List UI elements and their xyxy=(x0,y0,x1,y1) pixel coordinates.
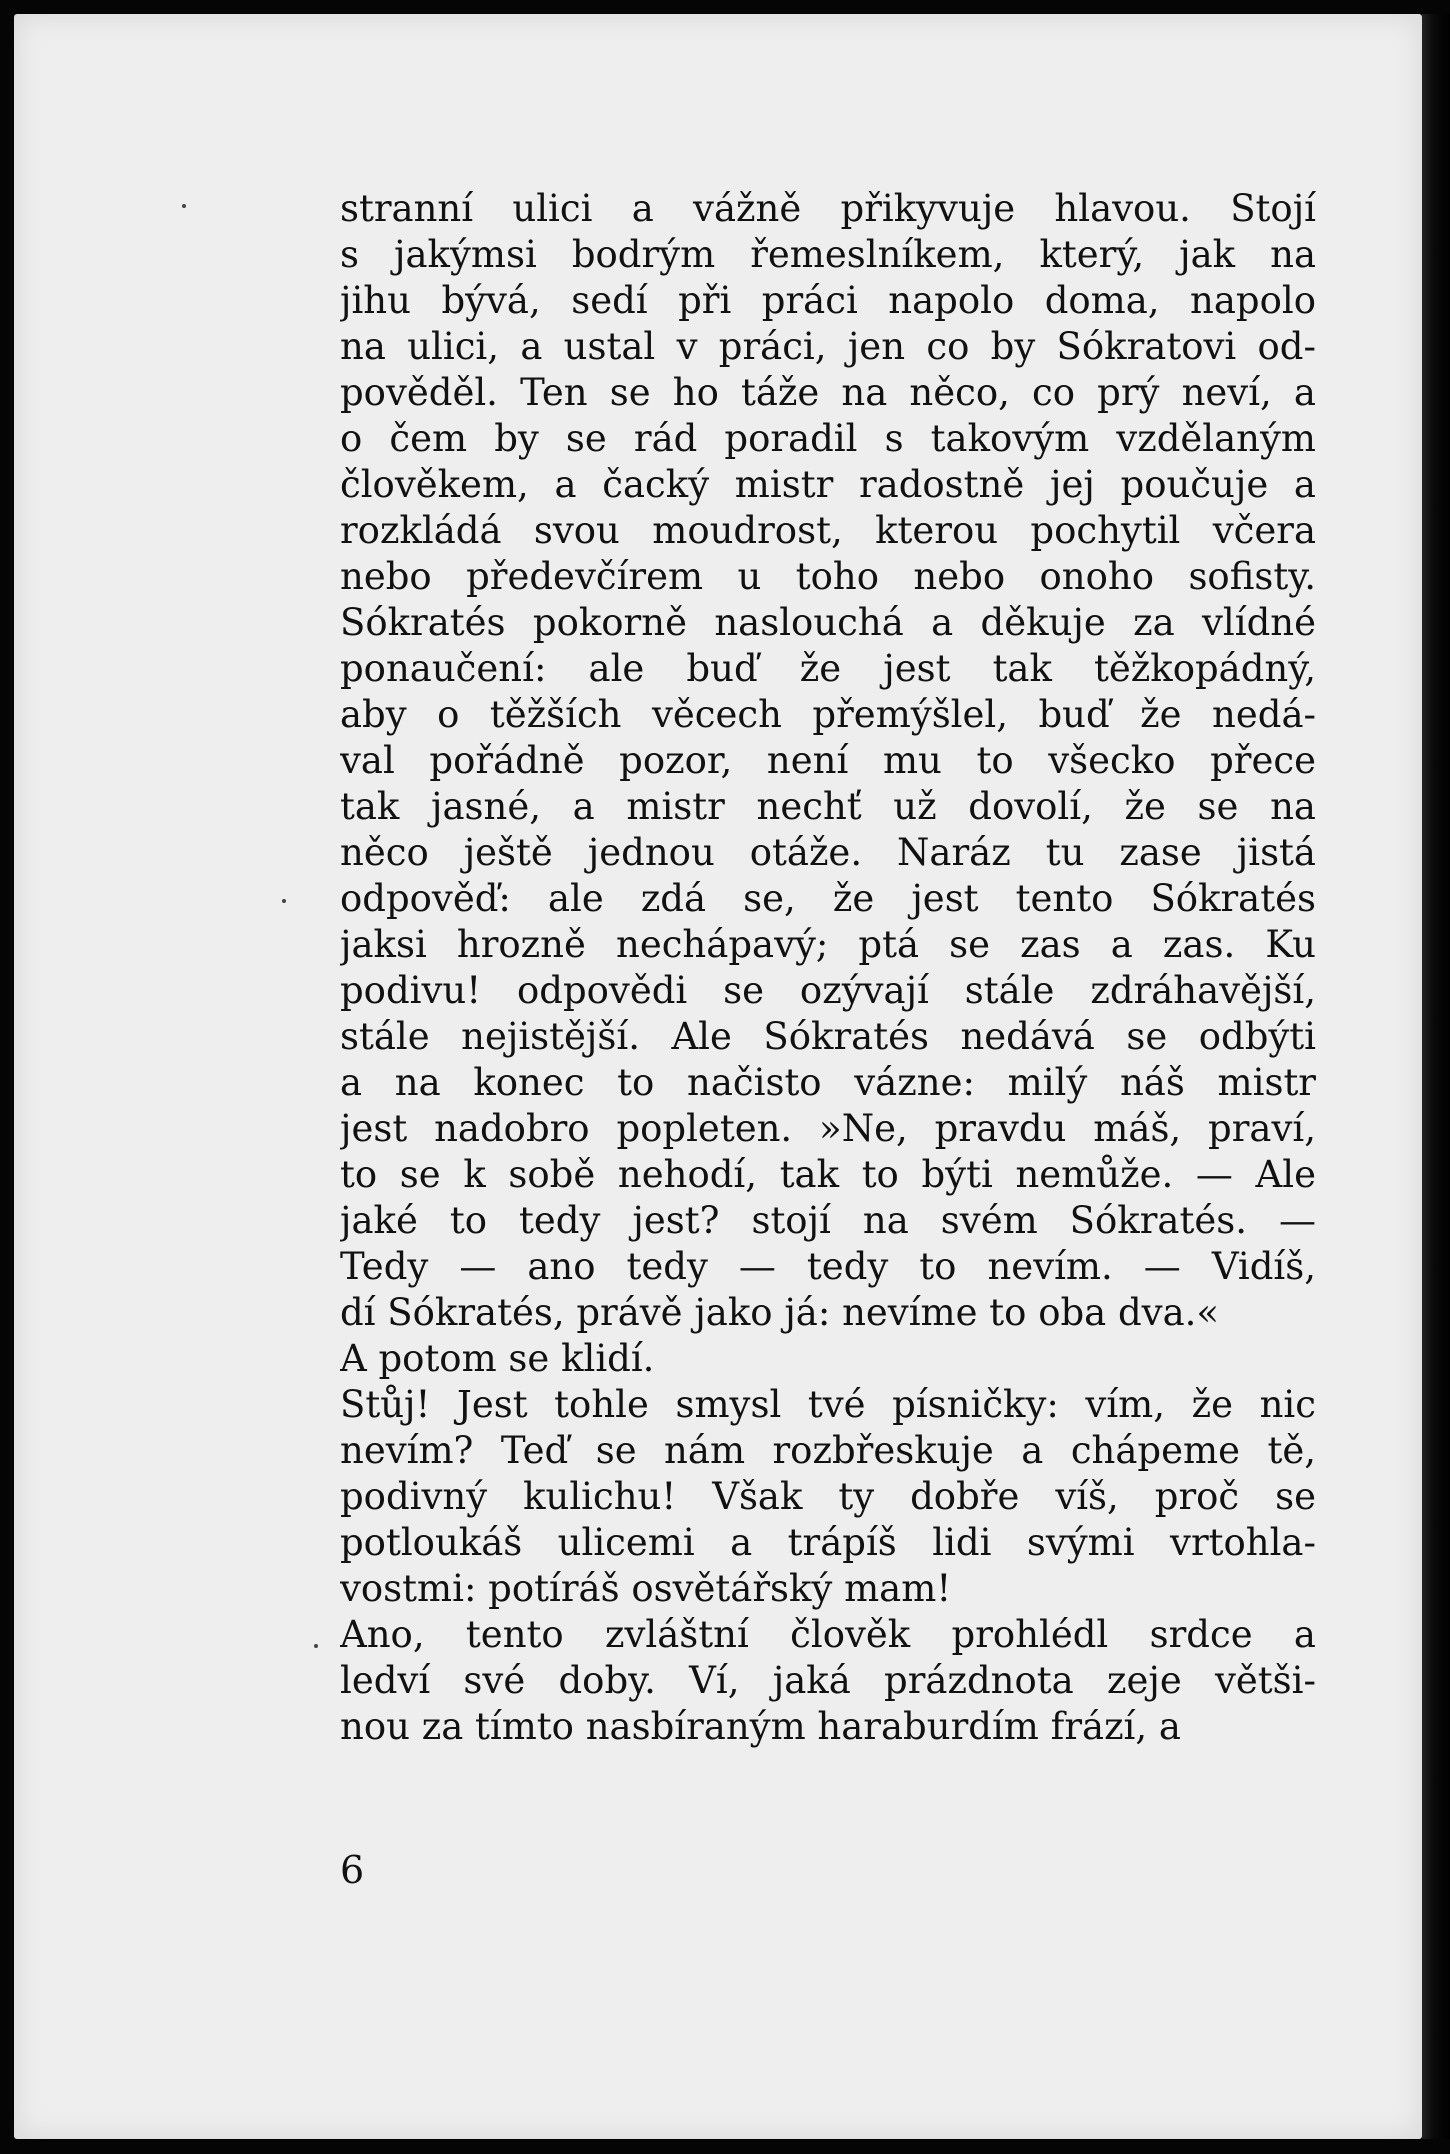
text-line: pověděl. Ten se ho táže na něco, co prý neví, a xyxy=(340,371,1316,414)
scan-edge-shadow xyxy=(1422,14,1450,2139)
text-line: ponaučení: ale buď že jest tak těžkopádný, xyxy=(340,647,1316,690)
text-line: Ano, tento zvláštní člověk prohlédl srdce a xyxy=(340,1613,1316,1656)
text-line: jihu bývá, sedí při práci napolo doma, napolo xyxy=(340,279,1316,322)
text-line: jaksi hrozně nechápavý; ptá se zas a zas. Ku xyxy=(340,923,1316,966)
text-line: nebo předevčírem u toho nebo onoho sofisty. xyxy=(340,555,1316,598)
text-line: potloukáš ulicemi a trápíš lidi svými vrtohla- xyxy=(340,1521,1316,1564)
text-line: odpověď: ale zdá se, že jest tento Sókratés xyxy=(340,877,1316,920)
text-line: Stůj! Jest tohle smysl tvé písničky: vím, že nic xyxy=(340,1383,1316,1426)
text-line: jest nadobro popleten. »Ne, pravdu máš, praví, xyxy=(340,1107,1316,1150)
text-line: něco ještě jednou otáže. Naráz tu zase jistá xyxy=(340,831,1316,874)
text-line: člověkem, a čacký mistr radostně jej poučuje a xyxy=(340,463,1316,506)
paper-speck xyxy=(314,1644,318,1648)
text-line: s jakýmsi bodrým řemeslníkem, který, jak na xyxy=(340,233,1316,276)
text-line: vostmi: potíráš osvětářský mam! xyxy=(340,1567,952,1610)
text-line: stále nejistější. Ale Sókratés nedává se odbýti xyxy=(340,1015,1316,1058)
text-line: a na konec to načisto vázne: milý náš mistr xyxy=(340,1061,1316,1104)
text-line: o čem by se rád poradil s takovým vzdělaným xyxy=(340,417,1316,460)
text-line: podivný kulichu! Však ty dobře víš, proč se xyxy=(340,1475,1316,1518)
paper-speck xyxy=(282,899,286,903)
text-line: Sókratés pokorně naslouchá a děkuje za vlídné xyxy=(340,601,1316,644)
text-line: podivu! odpovědi se ozývají stále zdráhavější, xyxy=(340,969,1316,1012)
text-line: val pořádně pozor, není mu to všecko přece xyxy=(340,739,1316,782)
text-line: rozkládá svou moudrost, kterou pochytil včera xyxy=(340,509,1316,552)
text-line: dí Sókratés, právě jako já: nevíme to oba dva.« xyxy=(340,1291,1220,1334)
text-line: na ulici, a ustal v práci, jen co by Sókratovi od- xyxy=(340,325,1316,368)
text-line: Tedy — ano tedy — tedy to nevím. — Vidíš, xyxy=(340,1245,1316,1288)
text-line: to se k sobě nehodí, tak to býti nemůže. — Ale xyxy=(340,1153,1316,1196)
text-line: A potom se klidí. xyxy=(340,1337,655,1380)
body-text xyxy=(340,186,1316,1750)
text-line: stranní ulici a vážně přikyvuje hlavou. Stojí xyxy=(340,187,1316,230)
paper-speck xyxy=(182,204,186,208)
text-line: nevím? Teď se nám rozbřeskuje a chápeme tě, xyxy=(340,1429,1316,1472)
text-line: tak jasné, a mistr nechť už dovolí, že se na xyxy=(340,785,1316,828)
text-line: ledví své doby. Ví, jaká prázdnota zeje větši- xyxy=(340,1659,1316,1702)
text-line: jaké to tedy jest? stojí na svém Sókratés. — xyxy=(340,1199,1316,1242)
text-line: aby o těžších věcech přemýšlel, buď že nedá- xyxy=(340,693,1316,736)
page-number: 6 xyxy=(340,1848,365,1892)
text-line: nou za tímto nasbíraným haraburdím frází, a xyxy=(340,1705,1181,1748)
